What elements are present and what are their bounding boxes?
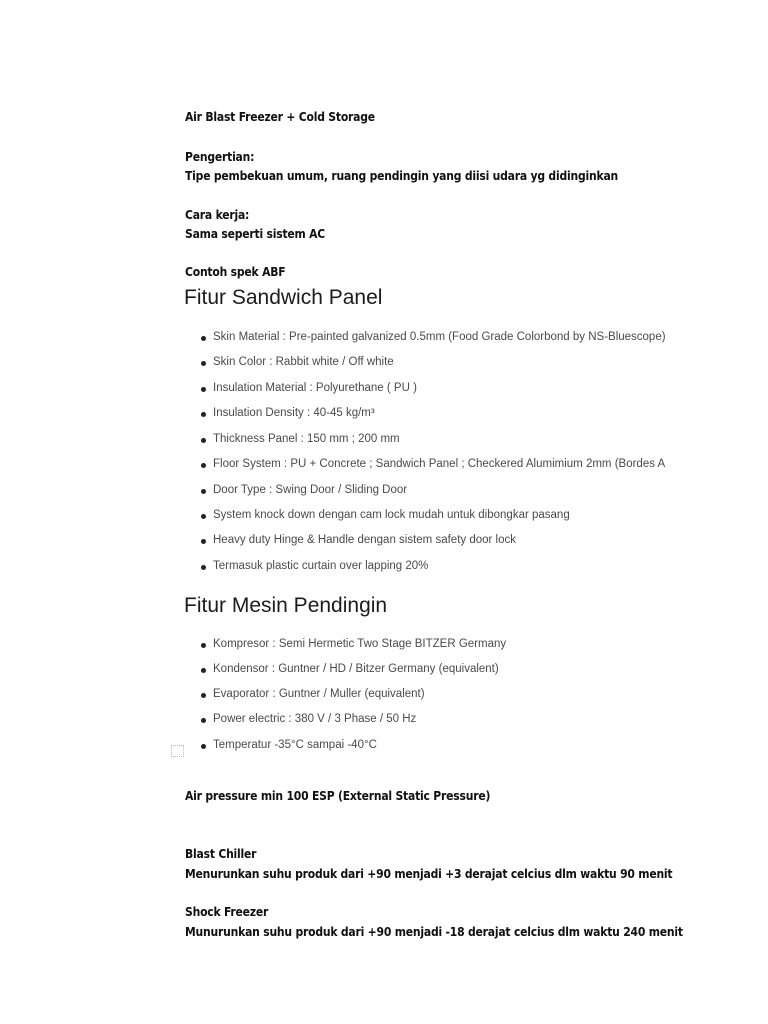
bullet-icon	[201, 387, 206, 392]
blast-chiller-text: Menurunkan suhu produk dari +90 menjadi +3 derajat celcius dlm waktu 90 menit	[185, 867, 673, 881]
sandwich-panel-title: Fitur Sandwich Panel	[184, 286, 383, 309]
mesin-pendingin-title: Fitur Mesin Pendingin	[184, 594, 388, 617]
bullet-icon	[201, 489, 206, 494]
shock-freezer-label: Shock Freezer	[185, 905, 269, 919]
bullet-icon	[201, 668, 206, 673]
pengertian-label: Pengertian:	[185, 150, 255, 164]
contoh-spek-label: Contoh spek ABF	[185, 265, 286, 279]
bullet-icon	[201, 643, 206, 648]
bullet-icon	[201, 336, 206, 341]
air-pressure-text: Air pressure min 100 ESP (External Static Pressure)	[185, 789, 491, 803]
cara-kerja-text: Sama seperti sistem AC	[185, 227, 326, 241]
cara-kerja-label: Cara kerja:	[185, 208, 250, 222]
bullet-icon	[201, 463, 206, 468]
pengertian-text: Tipe pembekuan umum, ruang pendingin yang diisi udara yg didinginkan	[185, 169, 619, 183]
bullet-icon	[201, 565, 206, 570]
bullet-icon	[201, 718, 206, 723]
bullet-icon	[201, 361, 206, 366]
blast-chiller-label: Blast Chiller	[185, 847, 257, 861]
bullet-icon	[201, 412, 206, 417]
bullet-icon	[201, 438, 206, 443]
paste-options-icon	[171, 745, 184, 757]
document-title: Air Blast Freezer + Cold Storage	[185, 110, 375, 124]
sandwich-panel-image: Fitur Sandwich Panel Skin Material : Pre-painted galvanized 0.5mm (Food Grade Colorbond by NS-Bluescope) Skin Color : Rabbit white / Off white Insulation Material : Polyurethane ( PU ) Insulation Density : 40-45 kg/m³ Thickness Panel : 150 mm ; 200 mm Floor System : PU + Concrete ; Sandwich Panel ; Checkered Alumimium 2mm (Bordes A Door Type : Swing Door / Sliding Door System knock down dengan cam lock mudah untuk dibongkar pasang Heavy duty Hinge & Handle dengan sistem safety door lock Termasuk plastic curtain over lapping 20%	[184, 286, 666, 572]
bullet-icon	[201, 744, 206, 749]
bullet-icon	[201, 514, 206, 519]
bullet-icon	[201, 539, 206, 544]
mesin-pendingin-image: Fitur Mesin Pendingin Kompresor : Semi Hermetic Two Stage BITZER Germany Kondensor : Guntner / HD / Bitzer Germany (equivalent) Evaporator : Guntner / Muller (equivalent) Power electric : 380 V / 3 Phase / 50 Hz Temperatur -35°C sampai -40°C	[184, 594, 507, 751]
bullet-icon	[201, 693, 206, 698]
shock-freezer-text: Munurunkan suhu produk dari +90 menjadi -18 derajat celcius dlm waktu 240 menit	[185, 925, 683, 939]
